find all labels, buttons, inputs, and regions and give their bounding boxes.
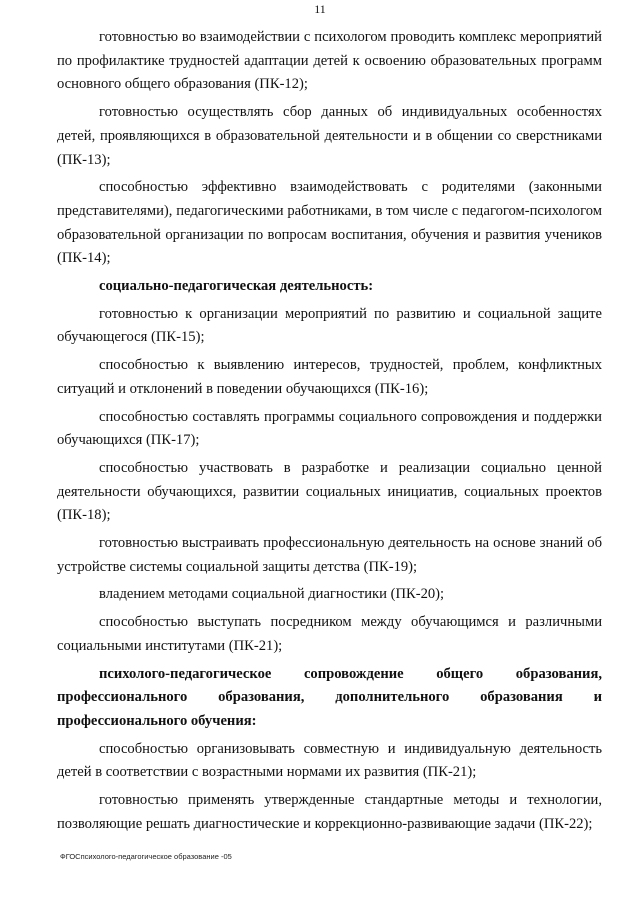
section-heading-psychological-support: психолого-педагогическое сопровождение общего образования, профессионального образования, дополнительного образования и профессионального обучения: [57,665,602,729]
paragraph-pk-19: готовностью выстраивать профессиональную деятельность на основе знаний об устройстве системы социальной защиты детства (ПК-19); [57,535,602,575]
section-heading-social-pedagogical: социально-педагогическая деятельность: [99,278,374,295]
paragraph-pk-12: готовностью во взаимодействии с психологом проводить комплекс мероприятий по профилактике трудностей адаптации детей к освоению образовательных программ основного общего образования (ПК-12); [57,29,602,93]
paragraph-pk-16: способностью к выявлению интересов, трудностей, проблем, конфликтных ситуаций и отклонений в поведении обучающихся (ПК-16); [57,357,602,397]
footer-text: ФГОСпсихолого-педагогическое образование -05 [60,852,232,861]
paragraph-pk-21-a: способностью выступать посредником между обучающимся и различными социальными институтами (ПК-21); [57,614,602,654]
page-number: 11 [314,2,326,16]
paragraph-pk-21-b: способностью организовывать совместную и индивидуальную деятельность детей в соответствии с возрастными нормами их развития (ПК-21); [57,740,602,781]
paragraph-pk-17: способностью составлять программы социального сопровождения и поддержки обучающихся (ПК-17); [57,408,602,449]
paragraph-pk-18: способностью участвовать в разработке и реализации социально ценной деятельности обучающихся, развитии социальных инициатив, социальных проектов (ПК-18); [57,459,602,524]
paragraph-pk-20: владением методами социальной диагностики (ПК-20); [99,586,445,603]
body-text [57,26,602,841]
paragraph-pk-22: готовностью применять утвержденные стандартные методы и технологии, позволяющие решать диагностические и коррекционно-развивающие задачи (ПК-22); [57,792,602,832]
paragraph-pk-13: готовностью осуществлять сбор данных об индивидуальных особенностях детей, проявляющихся в образовательной деятельности и в общении со сверстниками (ПК-13); [57,104,602,168]
paragraph-pk-14: способностью эффективно взаимодействовать с родителями (законными представителями), педагогическими работниками, в том числе с педагогом-психологом образовательной организации по вопросам воспитания, обучения и развития учеников (ПК-14); [57,179,602,267]
paragraph-pk-15: готовностью к организации мероприятий по развитию и социальной защите обучающегося (ПК-15); [57,305,602,346]
